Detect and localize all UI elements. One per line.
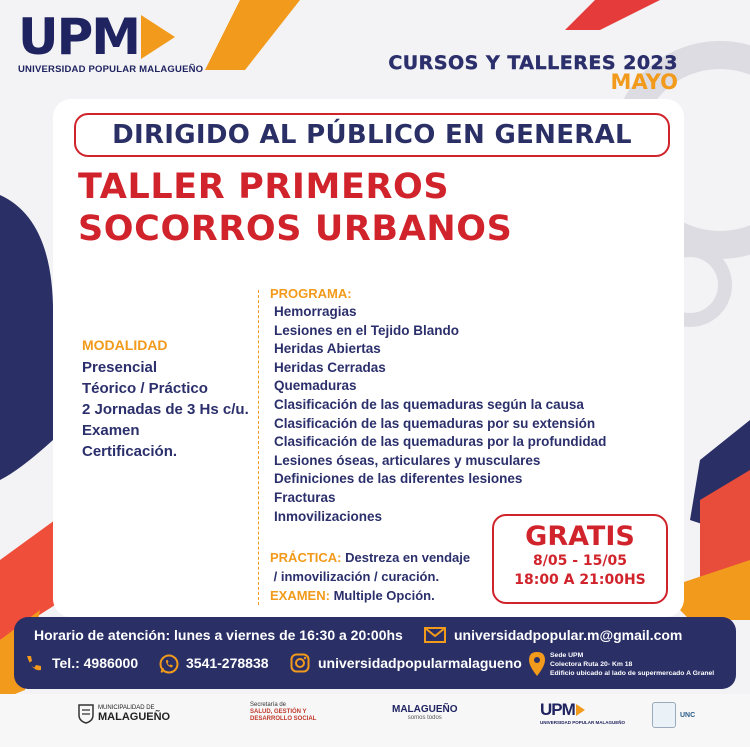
practica-label: PRÁCTICA: [270,550,342,565]
programa-section [270,286,606,526]
programa-item: Heridas Abiertas [274,341,381,357]
municipal-shield-icon [78,704,94,724]
unc-emblem-icon [652,702,676,728]
programa-label: PROGRAMA: [270,286,352,301]
instagram-icon [290,653,310,673]
programa-item: Fracturas [274,489,336,505]
address [550,651,714,678]
workshop-title [78,166,512,250]
logo-text: UPM [18,8,140,66]
email-link[interactable]: universidadpopular.m@gmail.com [454,627,683,643]
modalidad-item: Presencial [82,359,158,376]
practica-text-2: / inmovilización / curación. [273,569,440,584]
malagueno-logo [392,704,458,721]
address-line-1: Sede UPM [550,652,584,659]
audience-label: DIRIGIDO AL PÚBLICO EN GENERAL [112,120,632,150]
unc-text: UNC [680,711,696,719]
mal-big: MALAGUEÑO [392,704,458,715]
programa-item: Lesiones óseas, articulares y musculares [274,452,541,468]
programa-item: Clasificación de las quemaduras según la causa [274,396,584,412]
modalidad-label: MODALIDAD [82,337,168,353]
courses-title: CURSOS Y TALLERES 2023 [388,52,678,74]
modalidad-item: Examen [82,422,140,439]
opening-hours: Horario de atención: lunes a viernes de 16:30 a 20:00hs [34,627,403,643]
programa-item: Definiciones de las diferentes lesiones [274,471,523,487]
gratis-hours: 18:00 A 21:00HS [514,572,646,588]
address-line-2: Colectora Ruta 20- Km 18 [550,661,633,668]
phone-number[interactable]: Tel.: 4986000 [52,655,139,671]
upm-footer-subtitle: UNIVERSIDAD POPULAR MALAGUEÑO [540,720,626,725]
upm-footer-logo [540,700,625,725]
programa-item: Lesiones en el Tejido Blando [274,322,460,338]
contact-bar [14,617,736,689]
courses-header [388,52,678,94]
upm-footer-text: UPM [540,700,575,719]
play-icon [576,704,585,716]
programa-item: Quemaduras [274,378,357,394]
programa-item: Clasificación de las quemaduras por su extensión [274,415,596,431]
mail-icon [424,627,446,643]
municipalidad-logo [78,704,170,724]
sec-line-2: SALUD, GESTIÓN Y [250,709,307,715]
upm-logo [18,8,204,75]
instagram-handle[interactable]: universidadpopularmalagueno [318,655,522,671]
workshop-title-line-2: SOCORROS URBANOS [78,209,513,249]
programa-item: Heridas Cerradas [274,359,386,375]
logo-subtitle: UNIVERSIDAD POPULAR MALAGUEÑO [18,64,204,75]
modalidad-section [82,337,249,462]
exam-label: EXAMEN: [270,588,330,603]
sponsors-footer [0,694,750,747]
practica-text: Destreza en vendaje [345,550,471,565]
mal-small: somos todos [407,715,442,721]
gratis-badge [492,514,668,604]
modalidad-item: 2 Jornadas de 3 Hs c/u. [82,401,249,418]
muni-big: MALAGUEÑO [98,711,171,723]
location-pin-icon [528,651,546,677]
address-line-3: Edificio ubicado al lado de supermercado A Granel [550,670,715,677]
sec-line-1: Secretaría de [250,702,287,708]
modalidad-item: Téorico / Práctico [82,380,208,397]
month-label: MAYO [610,70,678,94]
audience-banner [74,113,670,157]
programa-item: Hemorragias [274,304,357,319]
whatsapp-icon [158,653,180,675]
unc-logo [652,702,695,728]
practica-section [270,548,470,605]
gratis-dates: 8/05 - 15/05 [533,553,627,569]
secretaria-logo [250,702,316,723]
exam-text: Multiple Opción. [333,588,435,603]
play-icon [141,15,175,59]
workshop-title-line-1: TALLER PRIMEROS [78,167,450,207]
whatsapp-number[interactable]: 3541-278838 [186,655,269,671]
sec-line-3: DESARROLLO SOCIAL [250,716,317,722]
section-divider [258,290,259,605]
programa-item: Inmovilizaciones [274,508,383,524]
muni-small: MUNICIPALIDAD DE [98,705,155,711]
modalidad-item: Certificación. [82,443,178,460]
programa-item: Clasificación de las quemaduras por la profundidad [274,434,607,450]
phone-icon [22,653,44,675]
gratis-label: GRATIS [525,521,635,552]
